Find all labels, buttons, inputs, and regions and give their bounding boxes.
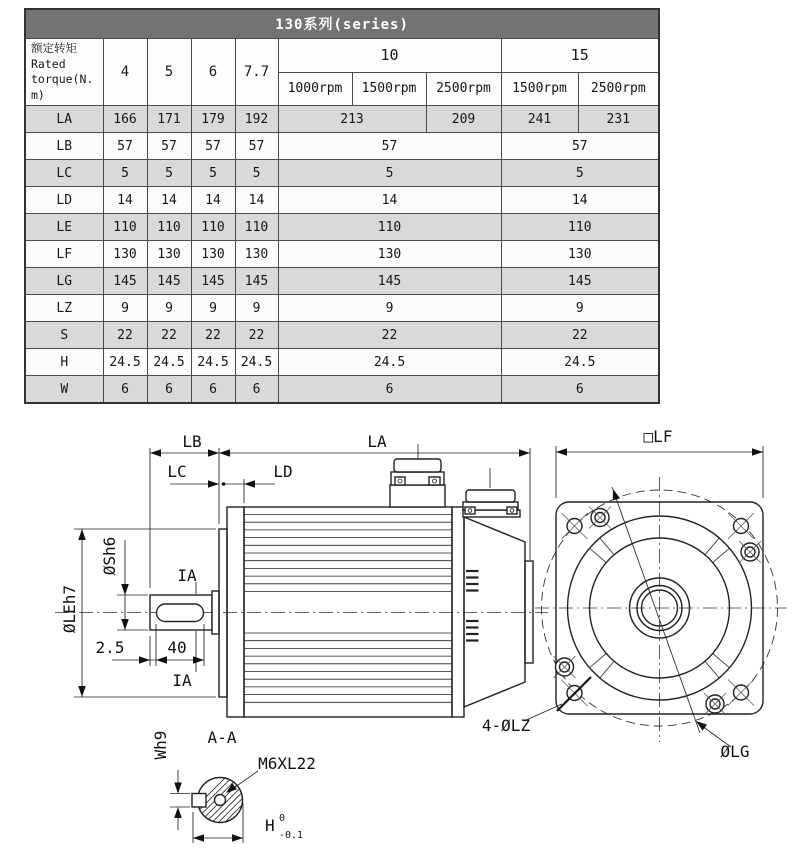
table-row-LF [25,241,659,268]
value-cell: 6 [103,376,147,404]
value-cell: 241 [501,106,578,133]
value-cell: 14 [103,187,147,214]
value-cell: 5 [103,160,147,187]
value-cell: 130 [278,241,501,268]
connector-1 [390,459,445,507]
torque-group-header: 15 [501,39,659,73]
value-cell: 24.5 [103,349,147,376]
value-cell: 9 [278,295,501,322]
value-cell: 145 [103,268,147,295]
value-cell: 145 [191,268,235,295]
value-cell: 110 [147,214,191,241]
value-cell: 5 [147,160,191,187]
torque-column-header: 6 [191,39,235,106]
value-cell: 166 [103,106,147,133]
label-bolt-circle: ØLG [720,742,750,761]
value-cell: 171 [147,106,191,133]
row-label: LG [25,268,103,295]
value-cell: 110 [278,214,501,241]
label-key-offset: 2.5 [95,638,125,657]
torque-header: 额定转矩 Rated torque(N. m) [25,39,103,106]
value-cell: 22 [147,322,191,349]
value-cell: 14 [278,187,501,214]
label-h-lower-tolerance: -0.1 [279,830,304,841]
value-cell: 5 [191,160,235,187]
value-cell: 22 [278,322,501,349]
value-cell: 110 [501,214,659,241]
value-cell: 130 [235,241,278,268]
label-key-length: 40 [167,638,187,657]
value-cell: 110 [235,214,278,241]
rpm-header: 1500rpm [352,72,426,106]
label-key-width: Wh9 [151,730,170,760]
label-bolt-holes: 4-ØLZ [481,716,531,735]
value-cell: 57 [103,133,147,160]
torque-group-header: 10 [278,39,501,73]
label-lc: LC [167,462,187,481]
value-cell: 110 [191,214,235,241]
encoder-ribs [466,571,479,641]
spec-table [24,8,658,404]
value-cell: 57 [147,133,191,160]
label-h-dim: H [265,816,275,835]
dimension-dot [222,482,226,486]
rpm-header: 1500rpm [501,72,578,106]
label-flange-diameter: ØLEh7 [60,584,79,634]
row-label: S [25,322,103,349]
front-flange [219,529,227,697]
value-cell: 9 [191,295,235,322]
rpm-header: 2500rpm [578,72,659,106]
value-cell: 24.5 [191,349,235,376]
table-row-LZ [25,295,659,322]
value-cell: 9 [501,295,659,322]
row-label: LE [25,214,103,241]
row-label: LF [25,241,103,268]
section-cut-line [612,487,700,733]
table-row-H [25,349,659,376]
table-row-S [25,322,659,349]
table-header-row-1 [25,39,659,73]
table-row-LD [25,187,659,214]
row-label: LB [25,133,103,160]
label-section-arrow-top: IA [177,566,197,585]
keyway-slot [157,604,204,622]
value-cell: 6 [501,376,659,404]
shaft-shoulder [212,591,219,634]
table-title: 130系列(series) [25,9,659,39]
value-cell: 130 [191,241,235,268]
value-cell: 22 [103,322,147,349]
value-cell: 14 [147,187,191,214]
section-key [192,794,206,808]
value-cell: 145 [235,268,278,295]
value-cell: 14 [191,187,235,214]
rear-endbell [452,507,464,717]
label-la: LA [367,432,387,451]
value-cell: 130 [103,241,147,268]
bolt-hole-tick [557,677,591,711]
label-shaft-diameter: ØSh6 [100,536,119,576]
value-cell: 57 [278,133,501,160]
row-label: LZ [25,295,103,322]
value-cell: 14 [501,187,659,214]
value-cell: 145 [501,268,659,295]
table-title-row [25,9,659,39]
value-cell: 9 [235,295,278,322]
encoder-endcap [525,561,533,663]
value-cell: 6 [235,376,278,404]
torque-column-header: 4 [103,39,147,106]
table-body [25,106,659,404]
value-cell: 14 [235,187,278,214]
value-cell: 213 [278,106,426,133]
tapped-hole [215,795,226,806]
value-cell: 9 [147,295,191,322]
value-cell: 130 [501,241,659,268]
value-cell: 9 [103,295,147,322]
value-cell: 5 [501,160,659,187]
label-ld: LD [273,462,293,481]
encoder-housing [464,517,525,707]
value-cell: 57 [235,133,278,160]
motor-dimension-drawing [0,400,800,854]
value-cell: 145 [278,268,501,295]
value-cell: 209 [426,106,501,133]
value-cell: 22 [235,322,278,349]
value-cell: 22 [501,322,659,349]
label-tap-spec: M6XL22 [258,754,316,773]
label-section-arrow-bottom: IA [172,671,192,690]
value-cell: 24.5 [147,349,191,376]
value-cell: 22 [191,322,235,349]
table-row-W [25,376,659,404]
value-cell: 179 [191,106,235,133]
value-cell: 6 [147,376,191,404]
value-cell: 130 [147,241,191,268]
side-view [150,459,533,717]
value-cell: 24.5 [501,349,659,376]
value-cell: 57 [501,133,659,160]
torque-column-header: 7.7 [235,39,278,106]
value-cell: 192 [235,106,278,133]
torque-column-header: 5 [147,39,191,106]
row-label: W [25,376,103,404]
value-cell: 5 [235,160,278,187]
table-row-LC [25,160,659,187]
value-cell: 57 [191,133,235,160]
dimension-table [24,8,660,404]
motor-body [244,507,452,717]
value-cell: 24.5 [278,349,501,376]
table-row-LB [25,133,659,160]
cooling-fins [245,515,452,703]
table-row-LA [25,106,659,133]
row-label: LD [25,187,103,214]
rpm-header: 1000rpm [278,72,352,106]
label-lf: □LF [643,427,673,446]
value-cell: 6 [191,376,235,404]
value-cell: 110 [103,214,147,241]
table-row-LE [25,214,659,241]
value-cell: 6 [278,376,501,404]
front-endbell [227,507,244,717]
value-cell: 5 [278,160,501,187]
value-cell: 145 [147,268,191,295]
table-row-LG [25,268,659,295]
value-cell: 24.5 [235,349,278,376]
label-section-title: A-A [207,728,237,747]
rpm-header: 2500rpm [426,72,501,106]
row-label: H [25,349,103,376]
row-label: LA [25,106,103,133]
connector-2 [463,490,520,517]
label-h-upper-tolerance: 0 [279,813,286,824]
value-cell: 231 [578,106,659,133]
row-label: LC [25,160,103,187]
label-lb: LB [182,432,202,451]
